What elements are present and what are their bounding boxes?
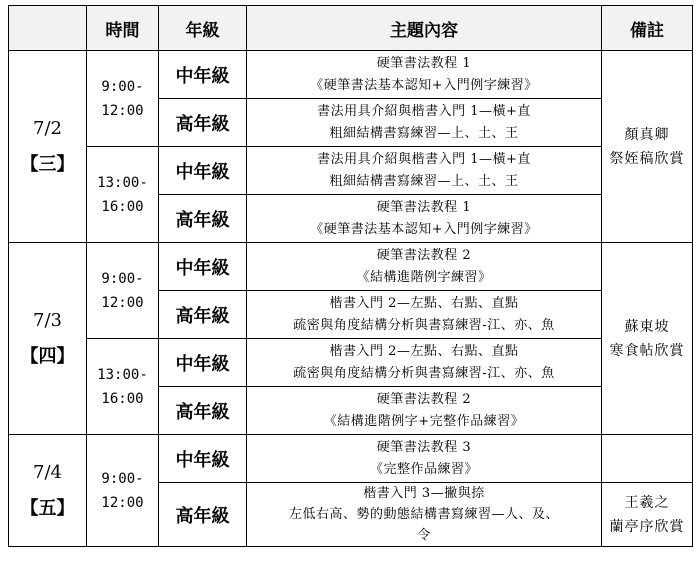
time-cell (87, 339, 159, 435)
date-cell (9, 51, 87, 243)
header-row (9, 6, 693, 51)
date-label: 7/2 (33, 117, 62, 139)
table-row (9, 339, 693, 387)
schedule-table (8, 5, 693, 547)
grade-cell: 中年級 (159, 147, 247, 195)
date-label: 7/3 (33, 309, 62, 331)
note-line: 王羲之 (624, 494, 670, 511)
topic-line: 硬筆書法教程 1 (376, 199, 472, 215)
table-row (9, 51, 693, 99)
topic-line: 硬筆書法教程 2 (376, 391, 472, 407)
note-cell (602, 435, 693, 483)
topic-cell (247, 291, 602, 339)
topic-line: 硬筆書法教程 3 (376, 439, 472, 455)
topic-cell (247, 147, 602, 195)
topic-cell (247, 483, 602, 547)
header-note: 備註 (602, 6, 693, 51)
topic-line: 《完整作品練習》 (369, 461, 478, 477)
time-start: 9:00- (101, 470, 144, 487)
weekday-label: 【三】 (20, 153, 75, 175)
weekday-label: 【五】 (20, 497, 75, 519)
header-date (9, 6, 87, 51)
topic-line: 硬筆書法教程 2 (376, 247, 472, 263)
topic-line: 楷書入門 3—撇與捺 (363, 486, 485, 501)
note-line: 祭姪稿欣賞 (609, 150, 685, 167)
topic-line: 粗細結構書寫練習—上、土、王 (329, 125, 519, 141)
topic-line: 《硬筆書法基本認知+入門例字練習》 (310, 221, 538, 237)
note-line: 顏真卿 (624, 126, 670, 143)
header-grade: 年級 (159, 6, 247, 51)
topic-cell (247, 435, 602, 483)
note-cell (602, 483, 693, 547)
note-cell (602, 51, 693, 243)
time-end: 12:00 (101, 294, 144, 311)
header-topic: 主題內容 (247, 6, 602, 51)
topic-line: 疏密與角度結構分析與書寫練習-江、亦、魚 (293, 365, 555, 381)
topic-line: 楷書入門 2—左點、右點、直點 (329, 295, 519, 311)
topic-line: 硬筆書法教程 1 (376, 55, 472, 71)
grade-cell: 中年級 (159, 435, 247, 483)
topic-line: 左低右高、勢的動態結構書寫練習—人、及、 (288, 507, 559, 522)
grade-cell: 中年級 (159, 51, 247, 99)
topic-line: 疏密與角度結構分析與書寫練習-江、亦、魚 (293, 317, 555, 333)
time-start: 9:00- (101, 270, 144, 287)
header-time: 時間 (87, 6, 159, 51)
grade-cell: 高年級 (159, 387, 247, 435)
note-line: 寒食帖欣賞 (609, 342, 685, 359)
time-end: 16:00 (101, 390, 144, 407)
time-end: 16:00 (101, 198, 144, 215)
time-start: 9:00- (101, 78, 144, 95)
date-label: 7/4 (33, 461, 62, 483)
topic-line: 粗細結構書寫練習—上、土、王 (329, 173, 519, 189)
grade-cell: 高年級 (159, 99, 247, 147)
grade-cell: 高年級 (159, 291, 247, 339)
topic-line: 令 (417, 528, 431, 543)
topic-cell (247, 339, 602, 387)
grade-cell: 高年級 (159, 483, 247, 547)
topic-cell (247, 51, 602, 99)
time-cell (87, 147, 159, 243)
topic-cell (247, 99, 602, 147)
topic-line: 《結構進階例字+完整作品練習》 (323, 413, 525, 429)
weekday-label: 【四】 (20, 345, 75, 367)
note-line: 蘇東坡 (624, 318, 670, 335)
note-cell (602, 243, 693, 435)
topic-line: 《硬筆書法基本認知+入門例字練習》 (310, 77, 538, 93)
table-row (9, 435, 693, 483)
time-cell (87, 243, 159, 339)
grade-cell: 中年級 (159, 243, 247, 291)
topic-cell (247, 243, 602, 291)
topic-line: 書法用具介紹與楷書入門 1—橫+直 (317, 151, 531, 167)
time-end: 12:00 (101, 494, 144, 511)
topic-line: 書法用具介紹與楷書入門 1—橫+直 (317, 103, 531, 119)
time-start: 13:00- (97, 366, 148, 383)
time-end: 12:00 (101, 102, 144, 119)
date-cell (9, 435, 87, 547)
table-row (9, 243, 693, 291)
topic-cell (247, 195, 602, 243)
topic-line: 《結構進階例字練習》 (356, 269, 492, 285)
time-start: 13:00- (97, 174, 148, 191)
topic-cell (247, 387, 602, 435)
time-cell (87, 51, 159, 147)
grade-cell: 中年級 (159, 339, 247, 387)
date-cell (9, 243, 87, 435)
topic-line: 楷書入門 2—左點、右點、直點 (329, 343, 519, 359)
grade-cell: 高年級 (159, 195, 247, 243)
note-line: 蘭亭序欣賞 (609, 518, 685, 535)
time-cell (87, 435, 159, 547)
table-row (9, 147, 693, 195)
